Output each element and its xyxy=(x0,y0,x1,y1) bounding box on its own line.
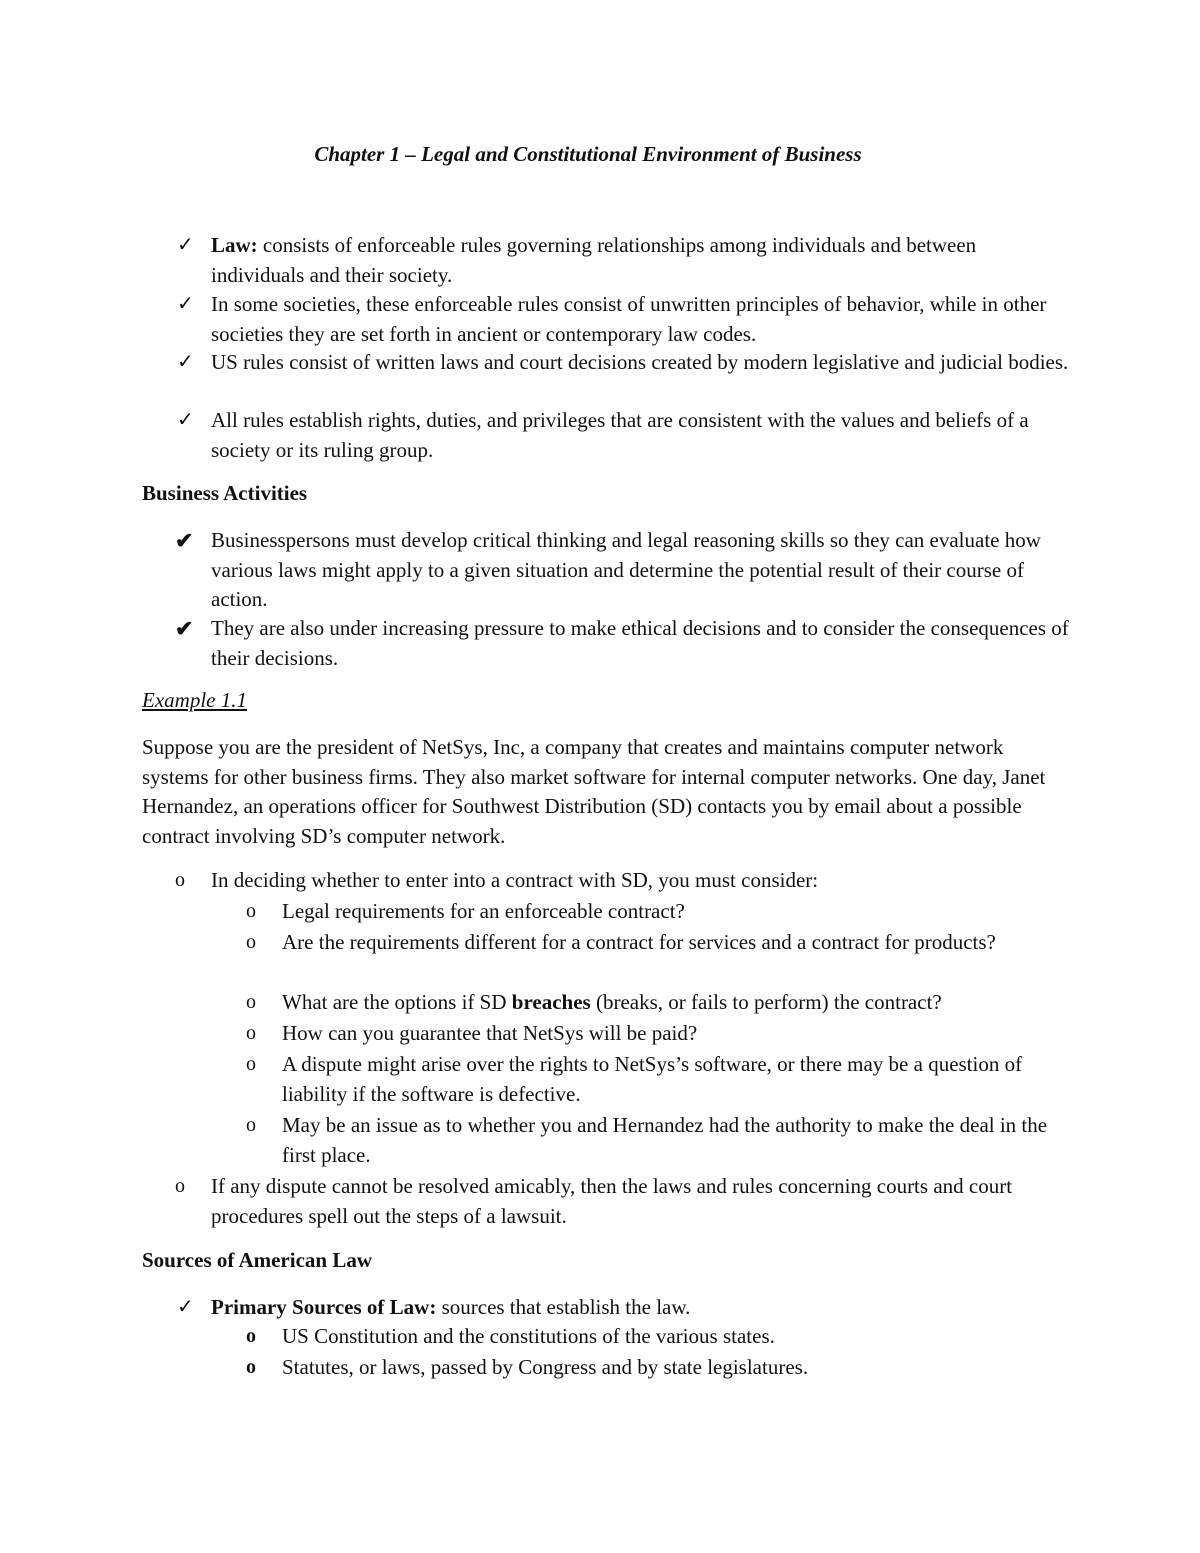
circle-bullet-icon: o xyxy=(246,1022,256,1044)
checkmark-icon: ✔ xyxy=(175,616,194,641)
circle-bullet-icon: o xyxy=(246,1356,256,1378)
law-term: Law: xyxy=(211,233,258,257)
checkmark-icon: ✓ xyxy=(177,409,194,431)
checkmark-icon: ✓ xyxy=(177,351,194,373)
checkmark-icon: ✓ xyxy=(177,1296,194,1318)
primary-sources-definition: sources that establish the law. xyxy=(436,1295,691,1319)
page-title: Chapter 1 – Legal and Constitutional Environment of Business xyxy=(314,142,862,166)
circle-bullet-icon: o xyxy=(246,1325,256,1347)
sub-list-item: Statutes, or laws, passed by Congress and by state legislatures. xyxy=(282,1355,809,1379)
checkmark-icon: ✓ xyxy=(177,293,194,315)
checkmark-icon: ✓ xyxy=(177,234,194,256)
list-item: US rules consist of written laws and court decisions created by modern legislative and judicial bodies. xyxy=(211,350,1069,374)
sub-list-item: Are the requirements different for a contract for services and a contract for products? xyxy=(282,930,996,954)
breaches-prefix: What are the options if SD xyxy=(282,990,512,1014)
list-item-primary-sources xyxy=(211,1293,1071,1323)
sub-list-item: US Constitution and the constitutions of the various states. xyxy=(282,1324,775,1348)
sub-list-item: Legal requirements for an enforceable contract? xyxy=(282,899,685,923)
circle-bullet-icon: o xyxy=(246,900,256,922)
breaches-suffix: (breaks, or fails to perform) the contract? xyxy=(590,990,942,1014)
circle-bullet-icon: o xyxy=(246,1053,256,1075)
list-item: In deciding whether to enter into a contract with SD, you must consider: xyxy=(211,868,819,892)
list-item: If any dispute cannot be resolved amicably, then the laws and rules concerning courts and court procedures spell out the steps of a lawsuit. xyxy=(211,1174,1013,1228)
checkmark-icon: ✔ xyxy=(175,528,194,553)
list-item: Businesspersons must develop critical thinking and legal reasoning skills so they can evaluate how various laws might apply to a given situation and determine the potential result of their course of action. xyxy=(211,528,1041,611)
list-item: They are also under increasing pressure to make ethical decisions and to consider the consequences of their decisions. xyxy=(211,616,1069,670)
law-definition: consists of enforceable rules governing relationships among individuals and between individuals and their society. xyxy=(211,233,977,287)
example-paragraph: Suppose you are the president of NetSys, Inc, a company that creates and maintains computer network systems for other business firms. They also market software for internal computer networks. One day, Janet Hernandez, an operations officer for Southwest Distribution (SD) contacts you by email about a possible contract involving SD’s computer network. xyxy=(142,735,1046,848)
circle-bullet-icon: o xyxy=(246,931,256,953)
sub-list-item: How can you guarantee that NetSys will be paid? xyxy=(282,1021,698,1045)
list-item: All rules establish rights, duties, and privileges that are consistent with the values and beliefs of a society or its ruling group. xyxy=(211,408,1029,462)
circle-bullet-icon: o xyxy=(246,991,256,1013)
sub-list-item-breaches xyxy=(282,988,1082,1018)
list-item: In some societies, these enforceable rules consist of unwritten principles of behavior, while in other societies they are set forth in ancient or contemporary law codes. xyxy=(211,292,1047,346)
section-heading-business: Business Activities xyxy=(142,481,308,505)
circle-bullet-icon: o xyxy=(175,869,185,891)
section-heading-sources: Sources of American Law xyxy=(142,1248,373,1272)
list-item-law xyxy=(211,231,1071,290)
sub-list-item: A dispute might arise over the rights to NetSys’s software, or there may be a question of liability if the software is defective. xyxy=(282,1052,1023,1106)
example-label: Example 1.1 xyxy=(142,688,247,712)
sub-list-item: May be an issue as to whether you and Hernandez had the authority to make the deal in the first place. xyxy=(282,1113,1048,1167)
primary-sources-term: Primary Sources of Law: xyxy=(211,1295,437,1319)
circle-bullet-icon: o xyxy=(246,1114,256,1136)
breaches-term: breaches xyxy=(511,990,591,1014)
circle-bullet-icon: o xyxy=(175,1175,185,1197)
